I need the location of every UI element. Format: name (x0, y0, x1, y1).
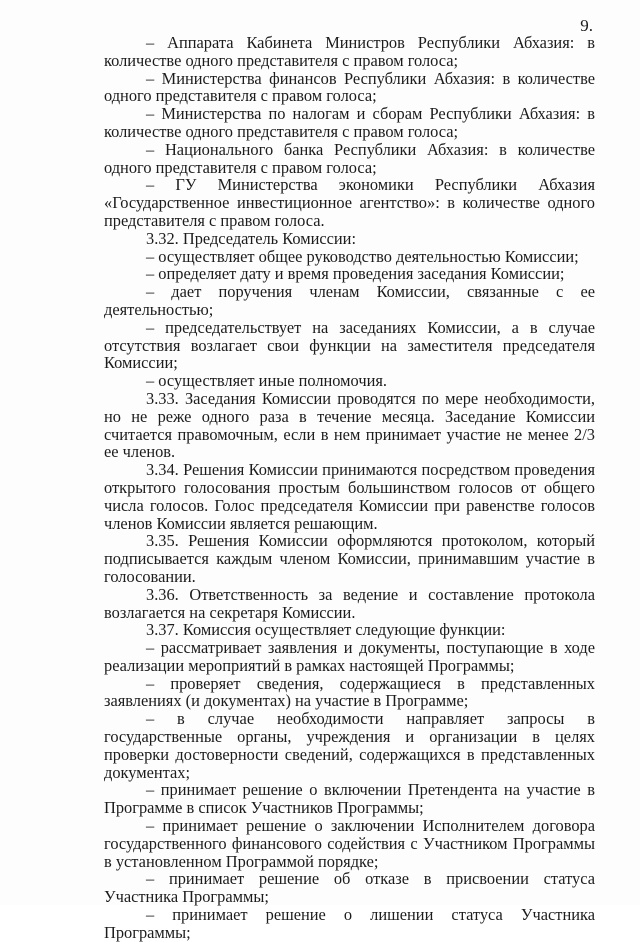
page-number: 9. (580, 16, 593, 35)
paragraph: – принимает решение о включении Претендента на участие в Программе в список Участников Программы; (104, 780, 595, 818)
document-body (104, 34, 595, 942)
paragraph: 3.36. Ответственность за ведение и составление протокола возлагается на секретаря Комиссии. (104, 584, 595, 622)
section-heading: 3.37. Комиссия осуществляет следующие функции: (146, 620, 506, 640)
paragraph: – проверяет сведения, содержащиеся в представленных заявлениях (и документах) на участие в Программе; (104, 673, 595, 711)
paragraph: 3.34. Решения Комиссии принимаются посредством проведения открытого голосования простым большинством голосов от общего числа голосов. Голос председателя Комиссии при равенстве голосов членов Комиссии является решающим. (104, 460, 595, 533)
paragraph: – Министерства по налогам и сборам Республики Абхазия: в количестве одного представителя с правом голоса; (104, 104, 595, 141)
paragraph: – принимает решение о лишении статуса Участника Программы; (104, 905, 595, 942)
paragraph: – осуществляет иные полномочия. (146, 371, 387, 391)
section-heading: 3.32. Председатель Комиссии: (146, 228, 357, 248)
paragraph: – дает поручения членам Комиссии, связанные с ее деятельностью; (104, 282, 595, 319)
paragraph: – определяет дату и время проведения заседания Комиссии; (146, 264, 565, 284)
paragraph: – председательствует на заседаниях Комиссии, а в случае отсутствия возлагает свои функции на заместителя председателя Комиссии; (104, 317, 595, 373)
paragraph: – Министерства финансов Республики Абхазия: в количестве одного представителя с правом голоса; (104, 68, 595, 106)
paragraph: 3.33. Заседания Комиссии проводятся по мере необходимости, но не реже одного раза в течение месяца. Заседание Комиссии считается правомочным, если в нем принимает участие не менее 2/3 ее членов. (104, 388, 595, 462)
paragraph: 3.35. Решения Комиссии оформляются протоколом, который подписывается каждым членом Комиссии, принимавшим участие в голосовании. (104, 531, 595, 586)
paragraph: – Национального банка Республики Абхазия: в количестве одного представителя с правом голоса; (104, 139, 595, 177)
paragraph: – Аппарата Кабинета Министров Республики Абхазия: в количестве одного представителя с правом голоса; (104, 33, 595, 70)
paragraph: – рассматривает заявления и документы, поступающие в ходе реализации мероприятий в рамках настоящей Программы; (104, 638, 595, 675)
paragraph: – принимает решение о заключении Исполнителем договора государственного финансового содействия с Участником Программы в установленном Программой порядке; (104, 816, 595, 871)
paragraph: – осуществляет общее руководство деятельностью Комиссии; (146, 246, 579, 266)
paragraph: – принимает решение об отказе в присвоении статуса Участника Программы; (104, 869, 595, 907)
paragraph: – ГУ Министерства экономики Республики Абхазия «Государственное инвестиционное агентство»: в количестве одного представителя с правом голоса. (104, 175, 595, 230)
paragraph: – в случае необходимости направляет запросы в государственные органы, учреждения и организации в целях проверки достоверности сведений, содержащихся в представленных документах; (104, 709, 595, 782)
